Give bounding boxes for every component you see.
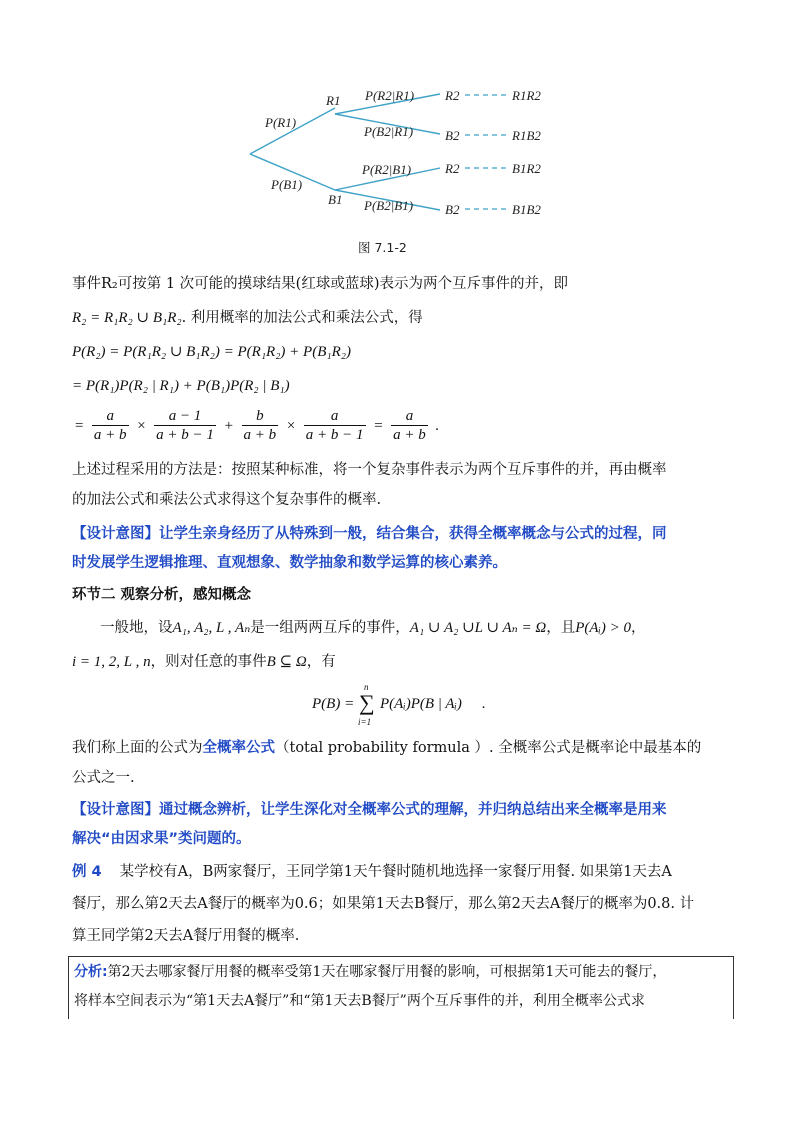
fraction: [242, 407, 279, 444]
equation-line: P(R₂) = P(R₁R₂ ∪ B₁R₂) = P(R₁R₂) + P(B₁R₂): [72, 344, 351, 360]
fraction: [154, 407, 216, 444]
design-intent-line: 时发展学生逻辑推理、直观想象、数学抽象和数学运算的核心素养。: [72, 555, 507, 571]
math-inline: A₁, A₂, L , Aₙ: [172, 620, 251, 636]
math-inline: i = 1, 2, L , n: [72, 654, 151, 670]
numerator: a: [92, 407, 129, 426]
example-label: 例 4: [72, 864, 102, 880]
equals-sign: =: [74, 417, 85, 434]
figure-caption: 图 7.1-2: [358, 240, 407, 255]
formula-rhs: P(Aᵢ)P(B | Aᵢ): [380, 696, 462, 712]
label-p-b2-given-r1: P(B2|R1): [364, 124, 414, 139]
label-p-b2-given-b1: P(B2|B1): [364, 198, 414, 213]
example-line: 算王同学第2天去A餐厅用餐的概率.: [72, 928, 300, 944]
leaf-r2-top: R2: [445, 88, 460, 103]
label-p-r1: P(R1): [265, 115, 297, 130]
math-inline: R₂ = R₁R₂ ∪ B₁R₂: [72, 310, 182, 326]
equation-fraction-line: [72, 407, 441, 444]
numerator: a − 1: [154, 407, 216, 426]
label-p-r2-given-r1: P(R2|R1): [365, 88, 415, 103]
fraction: [304, 407, 366, 444]
label-p-r2-given-b1: P(R2|B1): [362, 162, 412, 177]
fraction: [92, 407, 129, 444]
numerator: b: [242, 407, 279, 426]
math-inline: B ⊆ Ω: [266, 654, 307, 670]
paragraph-line: 事件R₂可按第 1 次可能的摸球结果(红球或蓝球)表示为两个互斥事件的并，即: [72, 276, 568, 292]
paragraph-line: 公式之一.: [72, 770, 135, 786]
term-highlight: 全概率公式: [202, 740, 275, 756]
paragraph-line: [72, 308, 423, 328]
outcome-b1b2: B1B2: [512, 202, 541, 217]
times-sign: ×: [136, 417, 147, 434]
plus-sign: +: [223, 417, 234, 434]
text-run: ，且: [546, 620, 576, 636]
outcome-r1b2: R1B2: [512, 128, 541, 143]
paragraph-line: [100, 618, 646, 638]
denominator: a + b − 1: [305, 427, 364, 443]
design-intent-line: 【设计意图】让学生亲身经历了从特殊到一般，结合集合，获得全概率概念与公式的过程，同: [72, 526, 667, 542]
design-intent-line: 解决“由因求果”类问题的。: [72, 831, 251, 847]
paragraph-line: 上述过程采用的方法是：按照某种标准，将一个复杂事件表示为两个互斥事件的并，再由概率: [72, 462, 667, 478]
label-r1: R1: [326, 93, 341, 108]
section-heading: 环节二 观察分析，感知概念: [72, 587, 252, 603]
numerator: a: [391, 407, 428, 426]
math-inline: P(Aᵢ) > 0: [575, 620, 632, 636]
paragraph-line: [72, 738, 701, 758]
probability-tree-figure: [240, 78, 560, 260]
text-run: 某学校有A，B两家餐厅，王同学第1天午餐时随机地选择一家餐厅用餐. 如果第1天去A: [119, 864, 672, 880]
text-run: （total probability formula ）. 全概率公式是概率论中最基本的: [275, 740, 702, 756]
math-inline: A₁ ∪ A₂ ∪L ∪ Aₙ = Ω: [409, 620, 547, 636]
leaf-r2-bottom: R2: [445, 161, 460, 176]
sum-lower-limit: i=1: [358, 717, 372, 727]
text-run: 一般地，设: [100, 620, 173, 636]
text-run: 第2天去哪家餐厅用餐的概率受第1天在哪家餐厅用餐的影响，可根据第1天可能去的餐厅，: [107, 964, 667, 980]
text-run: ，有: [306, 654, 336, 670]
leaf-b2-top: B2: [445, 128, 460, 143]
denominator: a + b − 1: [156, 427, 214, 443]
sum-upper-limit: n: [364, 682, 369, 692]
example-line: 餐厅，那么第2天去A餐厅的概率为0.6；如果第1天去B餐厅，那么第2天去A餐厅的概率为0.8. 计: [72, 896, 695, 912]
period: .: [482, 696, 486, 712]
analysis-line: [74, 962, 666, 982]
text-run: ，: [631, 620, 646, 636]
times-sign: ×: [285, 417, 296, 434]
numerator: a: [304, 407, 366, 426]
sum-symbol: ∑: [359, 690, 375, 715]
equation-line: = P(R₁)P(R₂ | R₁) + P(B₁)P(R₂ | B₁): [72, 378, 290, 394]
equals-sign: =: [373, 417, 384, 434]
label-p-b1: P(B1): [271, 177, 303, 192]
outcome-r1r2: R1R2: [512, 88, 541, 103]
analysis-label: 分析:: [74, 964, 108, 980]
text-run: ，则对任意的事件: [150, 654, 267, 670]
text-run: 是一组两两互斥的事件，: [250, 620, 410, 636]
design-intent-line: 【设计意图】通过概念辨析，让学生深化对全概率公式的理解，并归纳总结出来全概率是用来: [72, 802, 667, 818]
leaf-b2-bottom: B2: [445, 202, 460, 217]
example-line: [72, 862, 672, 882]
denominator: a + b: [243, 427, 277, 443]
label-b1: B1: [328, 192, 343, 207]
denominator: a + b: [393, 427, 426, 443]
text-run: 我们称上面的公式为: [72, 740, 203, 756]
outcome-b1r2: B1R2: [512, 161, 541, 176]
fraction: [391, 407, 428, 444]
text-run: . 利用概率的加法公式和乘法公式，得: [181, 310, 423, 326]
paragraph-line: [72, 652, 336, 672]
period: .: [435, 417, 440, 434]
formula-lhs: P(B) =: [312, 696, 355, 712]
analysis-line: 将样本空间表示为“第1天去A餐厅”和“第1天去B餐厅”两个互斥事件的并，利用全概率公式求: [74, 993, 645, 1009]
denominator: a + b: [93, 427, 127, 443]
paragraph-line: 的加法公式和乘法公式求得这个复杂事件的概率.: [72, 492, 382, 508]
